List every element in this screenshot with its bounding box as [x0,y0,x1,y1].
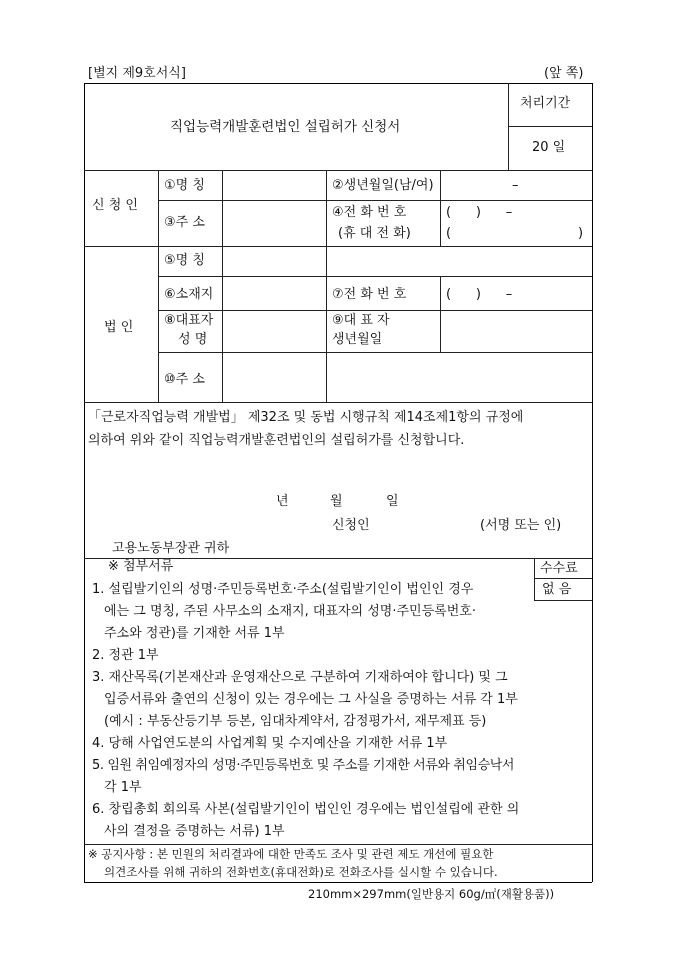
applicant-phone-value[interactable]: ( ) – [446,205,513,220]
attachment-line: 5. 임원 취임예정자의 성명·주민등록번호 및 주소를 기재한 서류와 취임승낙서 [92,758,515,773]
attachment-line: 1. 설립발기인의 성명·주민등록번호·주소(설립발기인이 법인인 경우 [92,582,474,597]
notice-line-1: ※ 공지사항 : 본 민원의 처리결과에 대한 만족도 조사 및 관련 제도 개선에 필요한 [88,847,494,861]
corp-rep-birth-field[interactable] [441,311,591,351]
form-number: [별지 제9호서식] [88,66,186,81]
applicant-mobile-label: (휴 대 전 화) [338,226,411,241]
notice-line-2: 의견조사를 위해 귀하의 전화번호(휴대전화)로 전화조사를 실시할 수 있습니다. [104,865,498,879]
recipient: 고용노동부장관 귀하 [112,541,230,556]
date-year: 년 [276,494,289,509]
attachment-line: 입증서류와 출연의 신청이 있는 경우에는 그 사실을 증명하는 서류 각 1부 [104,692,518,707]
processing-period-value: 20 일 [532,140,566,155]
applicant-birth-label: ②생년월일(남/여) [332,178,434,193]
corporation-section-label: 법 인 [104,320,134,335]
page-side: (앞 쪽) [544,66,584,81]
signature-note[interactable]: (서명 또는 인) [480,518,562,533]
corp-address-label: ⑩주 소 [164,372,205,387]
corp-rep-birth-label-2: 생년월일 [332,332,383,347]
applicant-name-field[interactable] [223,171,325,199]
attachment-line: 각 1부 [104,780,142,795]
corp-phone-label: ⑦전 화 번 호 [332,287,407,302]
attachment-line: 사의 결정을 증명하는 서류) 1부 [104,824,285,839]
attachments-heading: ※ 첨부서류 [108,559,174,574]
applicant-mobile-open[interactable]: ( [446,226,452,241]
applicant-address-label: ③주 소 [164,215,205,230]
attachment-line: 6. 창립총회 회의록 사본(설립발기인이 법인인 경우에는 법인설립에 관한 의 [92,802,520,817]
applicant-address-field[interactable] [223,201,325,245]
applicant-name-label: ①명 칭 [164,178,205,193]
corp-name-field[interactable] [223,247,591,275]
fee-value: 없 음 [542,582,572,597]
form-title: 직업능력개발훈련법인 설립허가 신청서 [170,119,401,135]
statement-line-1: 「근로자직업능력 개발법」 제32조 및 동법 시행규칙 제14조제1항의 규정에 [88,410,524,425]
corp-rep-name-label-2: 성 명 [178,332,208,347]
attachment-line: 2. 정관 1부 [92,648,159,663]
applicant-phone-label: ④전 화 번 호 [332,205,407,220]
statement-line-2: 의하여 위와 같이 직업능력개발훈련법인의 설립허가를 신청합니다. [88,433,465,448]
fee-label: 수수료 [540,561,578,576]
attachment-line: 주소와 정관)를 기재한 서류 1부 [104,626,285,641]
attachment-line: 4. 당해 사업연도분의 사업계획 및 수지예산을 기재한 서류 1부 [92,736,448,751]
corp-location-field[interactable] [223,277,325,309]
signer-label: 신청인 [332,518,370,533]
corp-location-label: ⑥소재지 [164,287,214,302]
attachment-line: 3. 재산목록(기본재산과 운영재산으로 구분하여 기재하여야 합니다) 및 그 [92,670,508,685]
date-month: 월 [330,494,343,509]
corp-phone-value[interactable]: ( ) – [446,287,513,302]
applicant-mobile-close: ) [578,226,584,241]
applicant-birth-value[interactable]: – [512,178,519,193]
corp-address-field[interactable] [223,353,591,401]
processing-period-label: 처리기간 [520,96,571,111]
date-day: 일 [386,494,399,509]
attachment-line: 에는 그 명칭, 주된 사무소의 소재지, 대표자의 성명·주민등록번호· [104,604,476,619]
attachment-line: (예시 : 부동산등기부 등본, 임대차계약서, 감정평가서, 재무제표 등) [104,714,487,729]
corp-rep-name-label: ⑧대표자 [164,313,214,328]
corp-rep-name-field[interactable] [223,311,325,351]
applicant-section-label: 신 청 인 [92,198,138,213]
paper-spec: 210mm×297mm(일반용지 60g/㎡(재활용품)) [308,887,555,901]
corp-name-label: ⑤명 칭 [164,253,205,268]
corp-rep-birth-label: ⑨대 표 자 [332,313,390,328]
